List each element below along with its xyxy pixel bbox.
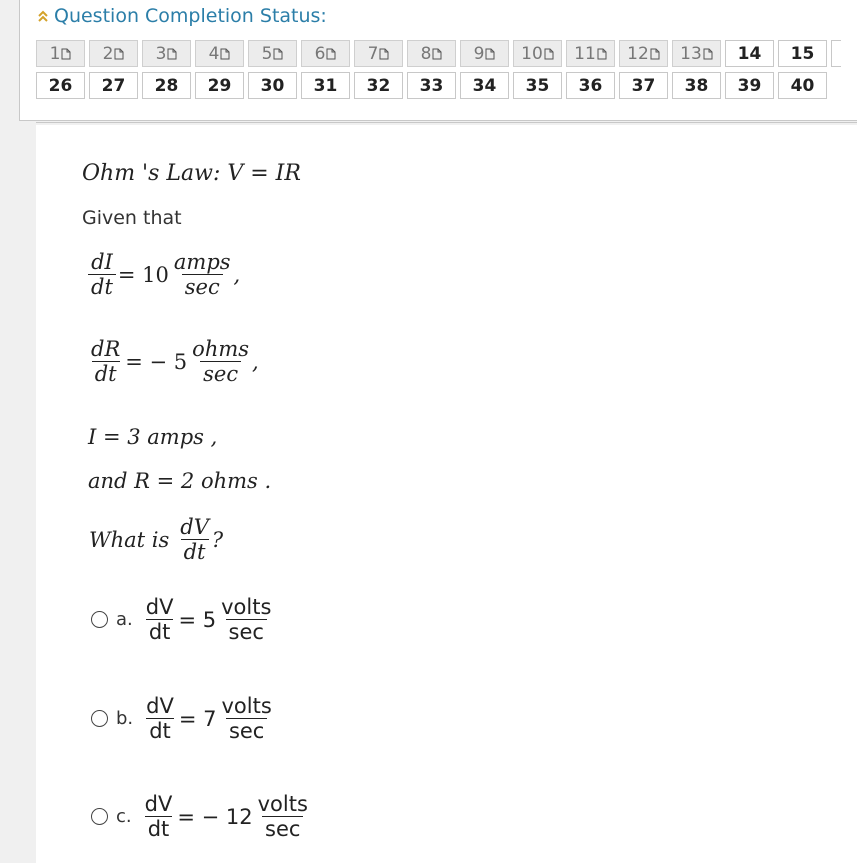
question-link-11[interactable] (566, 40, 615, 67)
current-text: I = 3 amps , (88, 425, 218, 449)
question-number: 32 (366, 75, 391, 96)
question-link-13[interactable] (672, 40, 721, 67)
eq1-tail: , (233, 262, 241, 287)
prompt-prefix: What is (89, 527, 170, 552)
answered-page-icon (650, 48, 660, 60)
eq1-coefficient: = 10 (117, 262, 169, 287)
answered-page-icon (61, 48, 71, 60)
eq2-numerator: dR (91, 337, 121, 361)
question-number: 27 (101, 75, 126, 96)
eq1-unit-numerator: amps (173, 250, 231, 274)
question-number: 26 (48, 75, 73, 96)
option-b-unit-denominator: sec (226, 718, 267, 743)
eq1-unit-denominator: sec (182, 274, 223, 299)
question-number: 38 (684, 75, 709, 96)
question-number: 37 (631, 75, 656, 96)
question-number: 8 (420, 43, 432, 64)
question-grid (36, 40, 845, 104)
question-link-31[interactable] (301, 72, 350, 99)
answered-page-icon (544, 48, 554, 60)
question-link-10[interactable] (513, 40, 562, 67)
question-number: 33 (419, 75, 444, 96)
option-b-denominator: dt (146, 718, 174, 743)
question-completion-toggle[interactable] (37, 5, 327, 27)
option-c-unit-numerator: volts (257, 792, 308, 816)
answered-page-icon (167, 48, 177, 60)
option-b-radio[interactable] (91, 710, 108, 727)
question-number: 11 (574, 43, 596, 64)
question-grid-row-2 (36, 72, 845, 101)
eq2-tail: , (252, 349, 259, 374)
question-number: 9 (473, 43, 485, 64)
question-link-32[interactable] (354, 72, 403, 99)
question-number: 2 (102, 43, 114, 64)
option-c-letter: c. (116, 806, 132, 827)
question-link-8[interactable] (407, 40, 456, 67)
question-link-39[interactable] (725, 72, 774, 99)
question-link-5[interactable] (248, 40, 297, 67)
question-link-6[interactable] (301, 40, 350, 67)
question-number: 30 (260, 75, 285, 96)
question-number: 5 (261, 43, 273, 64)
question-number: 31 (313, 75, 338, 96)
prompt-numerator: dV (180, 515, 209, 539)
eq2-coefficient: = − 5 (125, 349, 188, 374)
answered-page-icon (597, 48, 607, 60)
question-link-30[interactable] (248, 72, 297, 99)
question-link-34[interactable] (460, 72, 509, 99)
option-a-unit-numerator: volts (221, 595, 272, 619)
question-completion-title: Question Completion Status: (54, 5, 327, 27)
question-prompt (89, 515, 223, 564)
eq2-unit-denominator: sec (200, 361, 241, 386)
prompt-suffix: ? (211, 527, 224, 552)
option-a-unit-denominator: sec (226, 619, 267, 644)
answered-page-icon (114, 48, 124, 60)
option-a[interactable] (91, 595, 274, 644)
question-link-1[interactable] (36, 40, 85, 67)
double-chevron-up-icon (37, 9, 49, 23)
option-b[interactable] (91, 694, 275, 743)
option-c-coefficient: = − 12 (177, 804, 253, 829)
given-that-text: Given that (82, 207, 182, 229)
question-link-12[interactable] (619, 40, 668, 67)
question-number: 4 (208, 43, 220, 64)
question-number: 39 (737, 75, 762, 96)
option-a-radio[interactable] (91, 611, 108, 628)
question-number: 40 (790, 75, 815, 96)
answered-page-icon (379, 48, 389, 60)
option-c-radio[interactable] (91, 808, 108, 825)
question-link-40[interactable] (778, 72, 827, 99)
question-link-33[interactable] (407, 72, 456, 99)
question-number: 35 (525, 75, 550, 96)
question-link-3[interactable] (142, 40, 191, 67)
answered-page-icon (220, 48, 230, 60)
option-b-coefficient: = 7 (178, 706, 217, 731)
question-link-28[interactable] (142, 72, 191, 99)
option-b-unit-numerator: volts (221, 694, 272, 718)
question-link-26[interactable] (36, 72, 85, 99)
divider (36, 122, 857, 123)
eq2-unit-numerator: ohms (192, 337, 250, 361)
question-link-partial[interactable] (831, 40, 841, 67)
prompt-denominator: dt (181, 539, 209, 564)
question-number: 36 (578, 75, 603, 96)
option-c-denominator: dt (145, 816, 173, 841)
question-number: 14 (737, 43, 762, 64)
answered-page-icon (485, 48, 495, 60)
question-link-15[interactable] (778, 40, 827, 67)
question-link-2[interactable] (89, 40, 138, 67)
question-number: 7 (367, 43, 379, 64)
question-number: 12 (627, 43, 649, 64)
equation-dr-dt (88, 337, 259, 386)
ohms-law-text: Ohm 's Law: V = IR (82, 161, 301, 186)
option-a-denominator: dt (146, 619, 174, 644)
question-link-38[interactable] (672, 72, 721, 99)
question-link-29[interactable] (195, 72, 244, 99)
question-content (36, 125, 857, 863)
answered-page-icon (326, 48, 336, 60)
answered-page-icon (273, 48, 283, 60)
question-link-4[interactable] (195, 40, 244, 67)
eq2-denominator: dt (92, 361, 120, 386)
question-link-37[interactable] (619, 72, 668, 99)
question-number: 1 (49, 43, 61, 64)
option-c-numerator: dV (144, 792, 173, 816)
question-link-27[interactable] (89, 72, 138, 99)
question-number: 15 (790, 43, 815, 64)
option-a-numerator: dV (145, 595, 174, 619)
resistance-text: and R = 2 ohms . (88, 469, 272, 493)
option-b-numerator: dV (146, 694, 174, 718)
answered-page-icon (432, 48, 442, 60)
question-number: 3 (155, 43, 167, 64)
option-a-letter: a. (116, 609, 133, 630)
question-number: 28 (154, 75, 179, 96)
option-c-unit-denominator: sec (262, 816, 303, 841)
answered-page-icon (703, 48, 713, 60)
question-link-36[interactable] (566, 72, 615, 99)
question-number: 34 (472, 75, 497, 96)
question-number: 13 (680, 43, 702, 64)
option-c[interactable] (91, 792, 311, 841)
question-link-35[interactable] (513, 72, 562, 99)
question-number: 29 (207, 75, 232, 96)
equation-di-dt (88, 250, 240, 299)
eq1-numerator: dI (91, 250, 113, 274)
option-a-coefficient: = 5 (178, 607, 217, 632)
question-number: 10 (521, 43, 543, 64)
question-link-7[interactable] (354, 40, 403, 67)
question-link-9[interactable] (460, 40, 509, 67)
question-link-14[interactable] (725, 40, 774, 67)
eq1-denominator: dt (88, 274, 116, 299)
question-grid-row-1 (36, 40, 845, 69)
option-b-letter: b. (116, 708, 134, 729)
question-number: 6 (314, 43, 326, 64)
